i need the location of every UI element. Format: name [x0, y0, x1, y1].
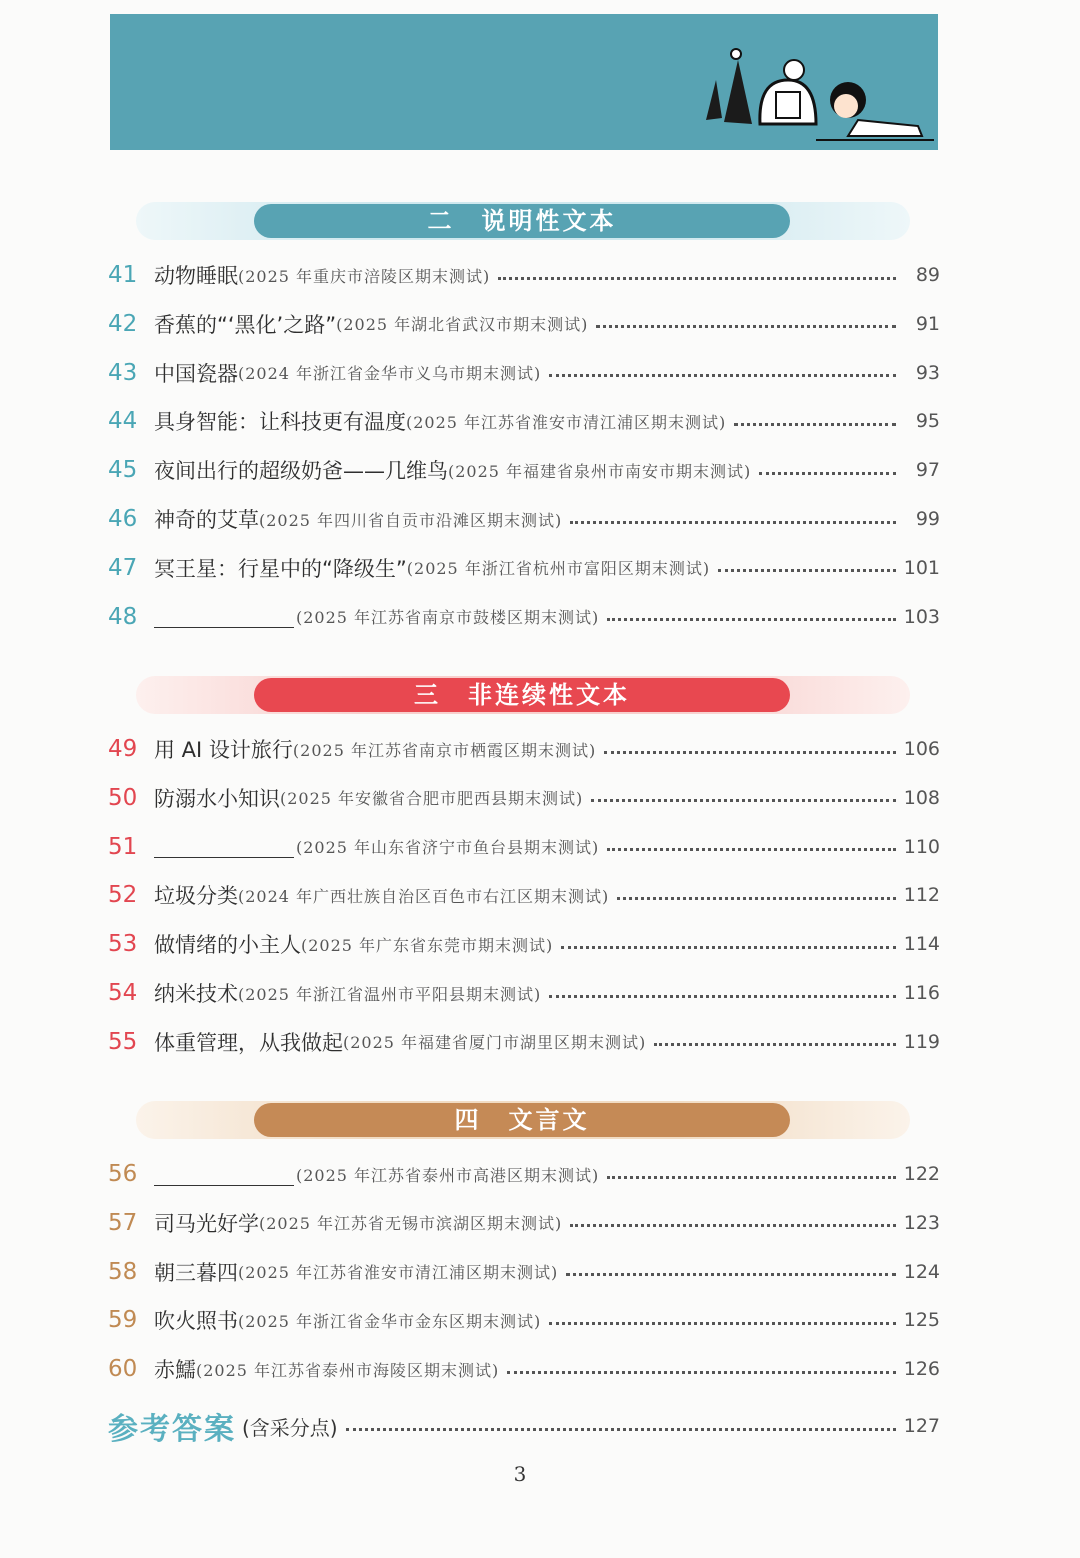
entry-source: (2025 年湖北省武汉市期末测试) [336, 315, 589, 335]
page-ref: 125 [903, 1309, 940, 1332]
toc-entry[interactable] [108, 308, 940, 340]
entry-number: 42 [108, 310, 138, 337]
page-ref: 101 [903, 556, 940, 579]
page-ref: 126 [903, 1358, 940, 1381]
entry-title: 吹火照书 [154, 1309, 238, 1334]
leader-dots [607, 1176, 895, 1179]
page-ref: 124 [903, 1260, 940, 1283]
toc-entry[interactable] [108, 1304, 940, 1336]
answers-subtitle: (含采分点) [242, 1415, 338, 1440]
entry-source: (2025 年重庆市涪陵区期末测试) [238, 266, 491, 286]
page-ref: 91 [915, 312, 940, 335]
toc-entry[interactable] [108, 552, 940, 584]
entry-number: 58 [108, 1258, 138, 1285]
entry-title: 冥王星：行星中的“降级生” [154, 556, 407, 581]
entry-source: (2025 年江苏省南京市鼓楼区期末测试) [296, 608, 600, 628]
section-header-2 [136, 202, 910, 240]
entry-number: 59 [108, 1307, 138, 1334]
page-ref: 119 [903, 1030, 940, 1053]
entry-number: 48 [108, 603, 138, 630]
toc-entry[interactable] [108, 879, 940, 911]
toc-entry[interactable] [108, 1158, 940, 1190]
leader-dots [591, 799, 895, 802]
entry-number: 45 [108, 457, 138, 484]
entry-number: 55 [108, 1028, 138, 1055]
entry-number: 51 [108, 833, 138, 860]
page-ref: 114 [903, 933, 940, 956]
entry-number: 50 [108, 784, 138, 811]
leader-dots [607, 618, 895, 621]
toc-entry[interactable] [108, 357, 940, 389]
page-ref: 116 [903, 982, 940, 1004]
entry-title: 具身智能：让科技更有温度 [154, 410, 406, 435]
toc-entry[interactable] [108, 503, 940, 535]
answers-title: 参考答案 [108, 1412, 236, 1447]
entry-number: 60 [108, 1356, 138, 1383]
toc-entry[interactable] [108, 405, 940, 437]
leader-dots [718, 569, 896, 572]
page-ref: 122 [903, 1163, 940, 1185]
section-title: 四 文言文 [254, 1103, 790, 1137]
toc-entry[interactable] [108, 1026, 940, 1058]
leader-dots [346, 1428, 896, 1431]
entry-number: 47 [108, 554, 138, 581]
entry-source: (2025 年浙江省金华市金东区期末测试) [238, 1311, 542, 1331]
entry-title: 朝三暮四 [154, 1260, 238, 1285]
leader-dots [596, 325, 896, 328]
leader-dots [570, 521, 896, 524]
entry-title: 中国瓷器 [154, 361, 238, 386]
leader-dots [654, 1043, 895, 1046]
page-ref: 112 [903, 884, 940, 907]
toc-entry[interactable] [108, 782, 940, 814]
leader-dots [561, 946, 895, 949]
entry-number: 56 [108, 1161, 138, 1187]
leader-dots [734, 423, 896, 426]
entry-number: 52 [108, 882, 138, 909]
toc-entry[interactable] [108, 831, 940, 863]
entry-number: 41 [108, 262, 138, 288]
leader-dots [507, 1371, 895, 1374]
page-ref: 106 [903, 738, 940, 760]
page-ref: 99 [915, 508, 940, 530]
leader-dots [617, 897, 895, 900]
section-title: 二 说明性文本 [254, 204, 790, 238]
leader-dots [498, 277, 896, 280]
toc-entry[interactable] [108, 1353, 940, 1385]
entry-source: (2025 年江苏省南京市栖霞区期末测试) [292, 740, 597, 760]
entry-title: 垃圾分类 [154, 884, 238, 909]
section-header-3 [136, 676, 910, 714]
entry-source: (2024 年广西壮族自治区百色市右江区期末测试) [238, 886, 610, 906]
entry-title: 用 AI 设计旅行 [154, 738, 293, 762]
leader-dots [549, 1322, 895, 1325]
entry-title: 神奇的艾草 [154, 508, 259, 532]
cartoon-illustration [698, 40, 938, 150]
header-banner [110, 14, 938, 150]
leader-dots [549, 995, 895, 998]
entry-title-blank [154, 835, 294, 858]
page-number: 3 [513, 1462, 527, 1486]
page-ref: 108 [903, 786, 940, 809]
toc-entry[interactable] [108, 1256, 940, 1288]
entry-title: 纳米技术 [154, 982, 238, 1006]
entry-number: 57 [108, 1209, 138, 1236]
entry-title-blank [154, 1163, 294, 1186]
leader-dots [570, 1224, 895, 1227]
answers-entry[interactable] [108, 1406, 940, 1446]
section-title: 三 非连续性文本 [254, 678, 790, 712]
entry-number: 46 [108, 506, 138, 532]
toc-entry[interactable] [108, 259, 940, 291]
page-ref: 103 [903, 605, 940, 628]
leader-dots [549, 374, 896, 377]
entry-title: 体重管理，从我做起 [154, 1030, 343, 1055]
entry-source: (2025 年江苏省淮安市清江浦区期末测试) [238, 1263, 559, 1283]
toc-entry[interactable] [108, 977, 940, 1009]
entry-number: 43 [108, 359, 138, 386]
toc-entry[interactable] [108, 454, 940, 486]
page-ref: 123 [903, 1211, 940, 1234]
toc-entry[interactable] [108, 733, 940, 765]
entry-source: (2025 年浙江省杭州市富阳区期末测试) [406, 559, 711, 579]
entry-number: 49 [108, 736, 138, 762]
page-ref: 95 [915, 410, 940, 433]
entry-source: (2025 年广东省东莞市期末测试) [301, 935, 554, 955]
page-ref: 89 [915, 264, 940, 286]
entry-source: (2025 年浙江省温州市平阳县期末测试) [238, 984, 542, 1004]
entry-title: 赤鱬 [154, 1358, 196, 1383]
leader-dots [604, 751, 896, 754]
entry-source: (2025 年福建省泉州市南安市期末测试) [448, 461, 752, 481]
toc-entry[interactable] [108, 1207, 940, 1239]
entry-source: (2025 年福建省厦门市湖里区期末测试) [343, 1033, 647, 1053]
page-ref: 127 [903, 1415, 940, 1437]
entry-title: 做情绪的小主人 [154, 933, 301, 958]
entry-title: 香蕉的“‘黑化’之路” [154, 312, 337, 337]
entry-number: 53 [108, 931, 138, 958]
entry-number: 44 [108, 408, 138, 435]
page-ref: 110 [903, 835, 940, 858]
toc-entry[interactable] [108, 601, 940, 633]
section-header-4 [136, 1101, 910, 1139]
entry-source: (2025 年江苏省淮安市清江浦区期末测试) [406, 412, 727, 432]
entry-source: (2025 年山东省济宁市鱼台县期末测试) [296, 838, 600, 858]
entry-title: 夜间出行的超级奶爸——几维鸟 [154, 459, 448, 484]
leader-dots [566, 1273, 895, 1276]
entry-title: 防溺水小知识 [154, 786, 280, 811]
page-ref: 97 [915, 459, 940, 482]
entry-source: (2025 年江苏省泰州市高港区期末测试) [296, 1165, 600, 1185]
toc-entry[interactable] [108, 928, 940, 960]
entry-source: (2025 年江苏省泰州市海陵区期末测试) [196, 1360, 500, 1380]
entry-number: 54 [108, 980, 138, 1006]
entry-title-blank [154, 605, 294, 628]
entry-title: 司马光好学 [154, 1211, 259, 1236]
entry-source: (2025 年安徽省合肥市肥西县期末测试) [280, 789, 584, 809]
entry-source: (2025 年四川省自贡市沿滩区期末测试) [259, 510, 563, 530]
leader-dots [607, 848, 895, 851]
page-ref: 93 [915, 361, 940, 384]
leader-dots [759, 472, 896, 475]
entry-source: (2025 年江苏省无锡市滨湖区期末测试) [259, 1214, 563, 1234]
entry-source: (2024 年浙江省金华市义乌市期末测试) [238, 364, 542, 384]
entry-title: 动物睡眠 [154, 264, 238, 288]
